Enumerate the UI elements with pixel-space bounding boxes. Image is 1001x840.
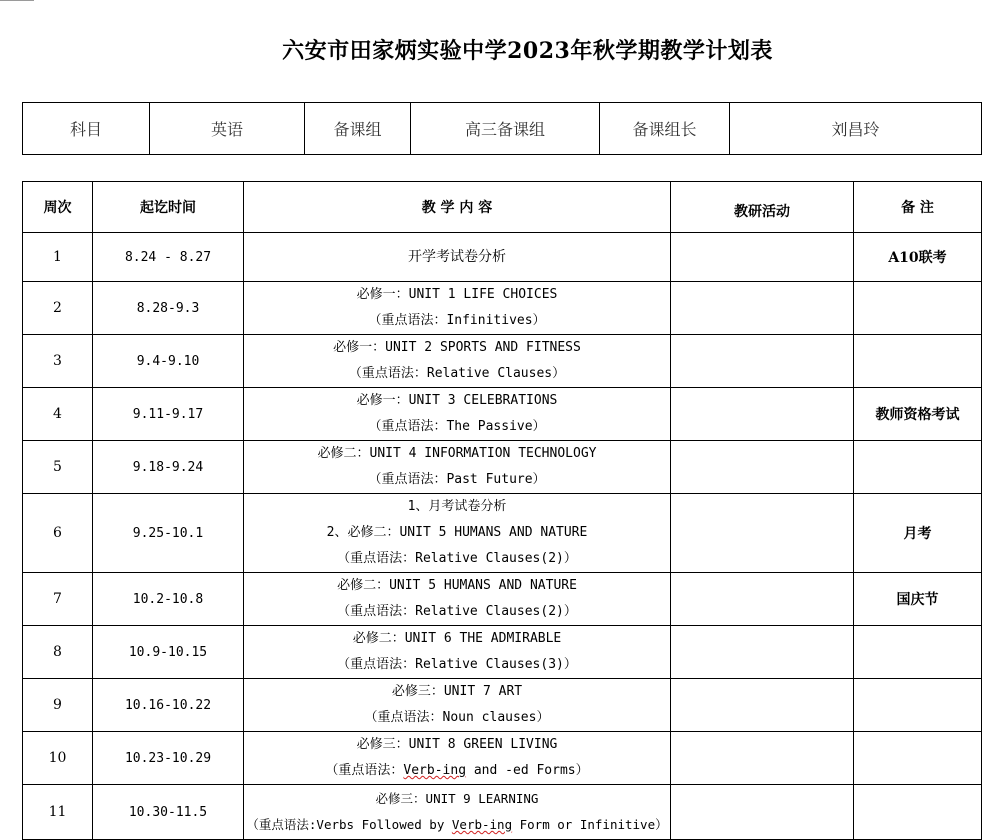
header-notes: 备 注 xyxy=(854,182,982,233)
table-row xyxy=(23,573,982,626)
activity-cell xyxy=(671,282,854,335)
subject-value: 英语 xyxy=(150,103,305,155)
group-label: 备课组 xyxy=(305,103,411,155)
dates-cell: 8.28-9.3 xyxy=(93,282,244,335)
content-line: （重点语法：Relative Clauses(2)） xyxy=(337,551,577,566)
content-line: （重点语法：Noun clauses） xyxy=(364,710,550,725)
content-cell xyxy=(244,785,671,840)
page-title: 六安市田家炳实验中学2023年秋学期教学计划表 xyxy=(282,38,773,64)
spellcheck-mark: Verb-ing xyxy=(451,817,513,832)
content-line: 必修一：UNIT 3 CELEBRATIONS xyxy=(356,393,558,408)
note-cell xyxy=(854,626,982,679)
dates-cell: 9.25-10.1 xyxy=(93,494,244,573)
activity-cell xyxy=(671,626,854,679)
week-cell: 3 xyxy=(23,335,93,388)
week-cell: 5 xyxy=(23,441,93,494)
activity-cell xyxy=(671,732,854,785)
header-activity: 教研活动 xyxy=(671,182,854,233)
dates-cell: 10.16-10.22 xyxy=(93,679,244,732)
content-cell xyxy=(244,732,671,785)
table-row xyxy=(23,233,982,282)
week-cell: 10 xyxy=(23,732,93,785)
content-line: 必修三：UNIT 7 ART xyxy=(391,684,523,699)
content-line: （重点语法：Relative Clauses(3)） xyxy=(337,657,577,672)
spellcheck-mark: Verb-ing xyxy=(403,763,467,778)
note-cell: 国庆节 xyxy=(854,573,982,626)
content-line: （重点语法：The Passive） xyxy=(368,419,546,434)
week-cell: 9 xyxy=(23,679,93,732)
note-cell xyxy=(854,441,982,494)
content-cell xyxy=(244,494,671,573)
activity-cell xyxy=(671,335,854,388)
week-cell: 1 xyxy=(23,233,93,282)
activity-cell xyxy=(671,441,854,494)
table-row xyxy=(23,626,982,679)
dates-cell: 10.30-11.5 xyxy=(93,785,244,840)
table-row xyxy=(23,335,982,388)
content-line: （重点语法：Relative Clauses(2)） xyxy=(337,604,577,619)
activity-cell xyxy=(671,494,854,573)
content-line: （重点语法：Infinitives） xyxy=(368,313,546,328)
week-cell: 7 xyxy=(23,573,93,626)
content-line: 必修二：UNIT 6 THE ADMIRABLE xyxy=(352,631,562,646)
table-row xyxy=(23,494,982,573)
group-value: 高三备课组 xyxy=(411,103,600,155)
table-row xyxy=(23,785,982,840)
header-week: 周次 xyxy=(23,182,93,233)
table-header-row xyxy=(23,182,982,233)
content-line: 必修一：UNIT 2 SPORTS AND FITNESS xyxy=(333,340,581,355)
note-cell: A10联考 xyxy=(854,233,982,282)
content-cell xyxy=(244,679,671,732)
content-cell xyxy=(244,626,671,679)
activity-cell xyxy=(671,233,854,282)
header-dates: 起讫时间 xyxy=(93,182,244,233)
week-cell: 8 xyxy=(23,626,93,679)
activity-cell xyxy=(671,388,854,441)
content-cell xyxy=(244,388,671,441)
table-row xyxy=(23,388,982,441)
content-line: （重点语法:Verbs Followed by Verb-ing Form or Infinitive） xyxy=(246,817,668,832)
leader-label: 备课组长 xyxy=(600,103,730,155)
corner-mark xyxy=(0,0,34,1)
content-cell xyxy=(244,441,671,494)
dates-cell: 10.2-10.8 xyxy=(93,573,244,626)
info-table xyxy=(22,102,982,155)
content-line: 1、月考试卷分析 xyxy=(407,499,507,514)
content-line: 必修三：UNIT 9 LEARNING xyxy=(375,791,539,806)
dates-cell: 10.23-10.29 xyxy=(93,732,244,785)
dates-cell: 9.4-9.10 xyxy=(93,335,244,388)
content-line: 2、必修二：UNIT 5 HUMANS AND NATURE xyxy=(326,525,588,540)
content-line: 必修三：UNIT 8 GREEN LIVING xyxy=(356,737,558,752)
content-line: 必修一：UNIT 1 LIFE CHOICES xyxy=(356,287,558,302)
teaching-plan-table xyxy=(22,181,982,840)
table-row xyxy=(23,441,982,494)
dates-cell: 8.24 - 8.27 xyxy=(93,233,244,282)
header-content: 教 学 内 容 xyxy=(244,182,671,233)
content-line: 必修二：UNIT 5 HUMANS AND NATURE xyxy=(337,578,577,593)
dates-cell: 9.11-9.17 xyxy=(93,388,244,441)
content-line: （重点语法：Relative Clauses） xyxy=(348,366,566,381)
content-cell xyxy=(244,233,671,282)
note-cell xyxy=(854,282,982,335)
subject-label: 科目 xyxy=(23,103,150,155)
note-cell xyxy=(854,335,982,388)
activity-cell xyxy=(671,785,854,840)
content-cell xyxy=(244,335,671,388)
activity-cell xyxy=(671,573,854,626)
table-row xyxy=(23,679,982,732)
note-cell: 月考 xyxy=(854,494,982,573)
content-line: （重点语法：Past Future） xyxy=(368,472,546,487)
dates-cell: 9.18-9.24 xyxy=(93,441,244,494)
note-cell: 教师资格考试 xyxy=(854,388,982,441)
note-cell xyxy=(854,679,982,732)
week-cell: 2 xyxy=(23,282,93,335)
table-row xyxy=(23,732,982,785)
week-cell: 6 xyxy=(23,494,93,573)
activity-cell xyxy=(671,679,854,732)
content-line: （重点语法：Verb-ing and -ed Forms） xyxy=(325,763,589,778)
content-line: 必修二：UNIT 4 INFORMATION TECHNOLOGY xyxy=(317,446,597,461)
table-row xyxy=(23,282,982,335)
week-cell: 11 xyxy=(23,785,93,840)
content-line: 开学考试卷分析 xyxy=(408,249,506,265)
leader-value: 刘昌玲 xyxy=(730,103,982,155)
note-cell xyxy=(854,732,982,785)
week-cell: 4 xyxy=(23,388,93,441)
note-cell xyxy=(854,785,982,840)
content-cell xyxy=(244,573,671,626)
content-cell xyxy=(244,282,671,335)
dates-cell: 10.9-10.15 xyxy=(93,626,244,679)
